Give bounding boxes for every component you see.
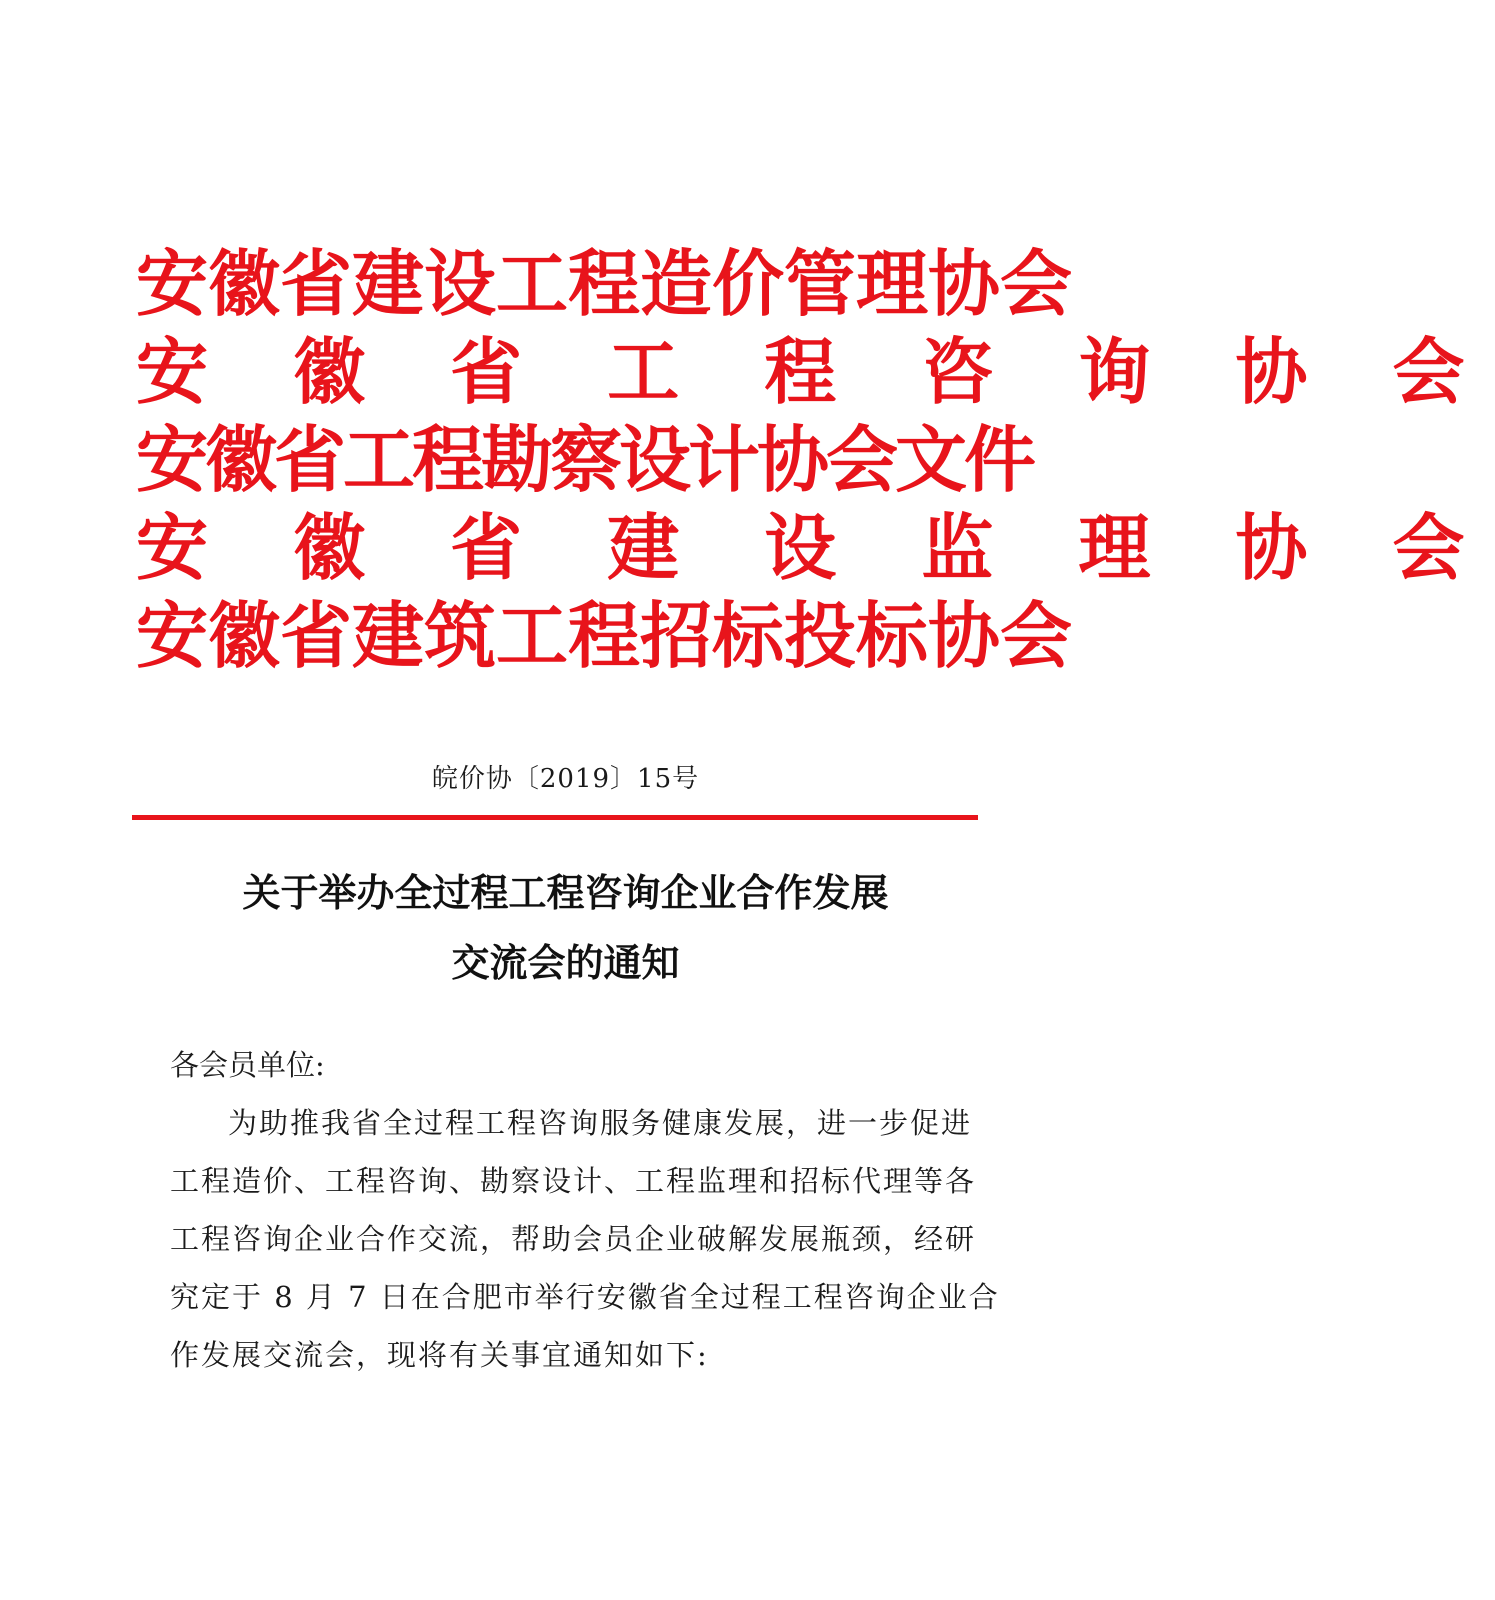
org-line-construction-supervision-association: 安 徽 省 建 设 监 理 协 会: [136, 505, 1495, 590]
notice-title-line-1: 关于举办全过程工程咨询企业合作发展: [242, 870, 889, 915]
org-line-cost-management-association: 安徽省建设工程造价管理协会: [136, 241, 1073, 326]
salutation: 各会员单位:: [170, 1048, 325, 1082]
document-number: 皖价协〔2019〕15号: [431, 764, 700, 794]
issuing-organizations-header: [136, 240, 1495, 680]
paragraph-line: 为助推我省全过程工程咨询服务健康发展，进一步促进: [228, 1106, 973, 1140]
notice-title: [0, 858, 1131, 998]
notice-body: [170, 1036, 1000, 1384]
paragraph-line: 作发展交流会，现将有关事宜通知如下:: [170, 1338, 709, 1372]
org-line-tendering-bidding-association: 安徽省建筑工程招标投标协会: [136, 593, 1073, 678]
paragraph-line: 工程咨询企业合作交流，帮助会员企业破解发展瓶颈，经研: [170, 1222, 977, 1256]
paragraph-line: 究定于 8 月 7 日在合肥市举行安徽省全过程工程咨询企业合: [170, 1280, 1000, 1314]
notice-title-line-2: 交流会的通知: [451, 940, 680, 985]
org-line-engineering-consulting-association: 安 徽 省 工 程 咨 询 协 会: [136, 329, 1495, 414]
paragraph-line: 工程造价、工程咨询、勘察设计、工程监理和招标代理等各: [170, 1164, 977, 1198]
org-line-survey-design-association-document: 安徽省工程勘察设计协会文件: [136, 417, 1034, 502]
red-divider-line: [132, 815, 978, 820]
